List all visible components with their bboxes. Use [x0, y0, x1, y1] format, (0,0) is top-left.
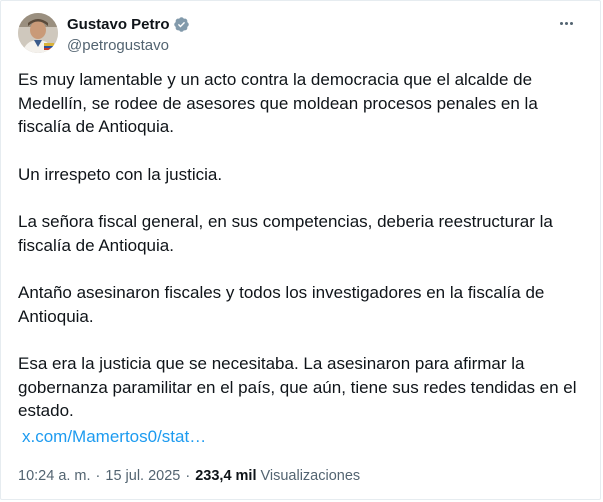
- verified-badge-icon[interactable]: [173, 16, 190, 33]
- meta-separator: ·: [185, 468, 191, 484]
- author-handle[interactable]: @petrogustavo: [67, 37, 169, 54]
- name-row: [67, 14, 190, 34]
- display-name[interactable]: Gustavo Petro: [67, 15, 170, 33]
- meta-separator: ·: [95, 468, 101, 484]
- more-dot: [565, 22, 568, 25]
- avatar-image: [18, 13, 58, 53]
- tweet-time[interactable]: 10:24 a. m.: [18, 468, 91, 484]
- tweet-paragraph: Antaño asesinaron fiscales y todos los investigadores en la fiscalía de Antioquia.: [18, 283, 545, 326]
- tweet-link[interactable]: x.com/Mamertos0/stat…: [22, 426, 207, 446]
- tweet-meta: [18, 468, 360, 484]
- tweet-paragraph: Esa era la justicia que se necesitaba. La asesinaron para afirmar la gobernanza paramilitar en el país, que aún, tiene sus redes tendidas en el estado.: [18, 354, 577, 420]
- tweet-paragraph: Un irrespeto con la justicia.: [18, 164, 223, 184]
- tweet-text: [18, 68, 586, 448]
- author-names: [67, 14, 190, 54]
- views-count[interactable]: 233,4 mil: [195, 468, 257, 484]
- tweet-paragraph: Es muy lamentable y un acto contra la democracia que el alcalde de Medellín, se rodee de asesores que moldean procesos penales en la fiscalía de Antioquia.: [18, 70, 538, 136]
- views-label: Visualizaciones: [260, 468, 361, 484]
- tweet-date[interactable]: 15 jul. 2025: [105, 468, 181, 484]
- tweet-header: [18, 13, 583, 57]
- tweet-paragraph: La señora fiscal general, en sus competencias, deberia reestructurar la fiscalía de Antioquia.: [18, 212, 553, 255]
- more-dot: [570, 22, 573, 25]
- more-dot: [560, 22, 563, 25]
- more-horizontal-icon[interactable]: [549, 13, 583, 33]
- avatar[interactable]: [18, 13, 58, 53]
